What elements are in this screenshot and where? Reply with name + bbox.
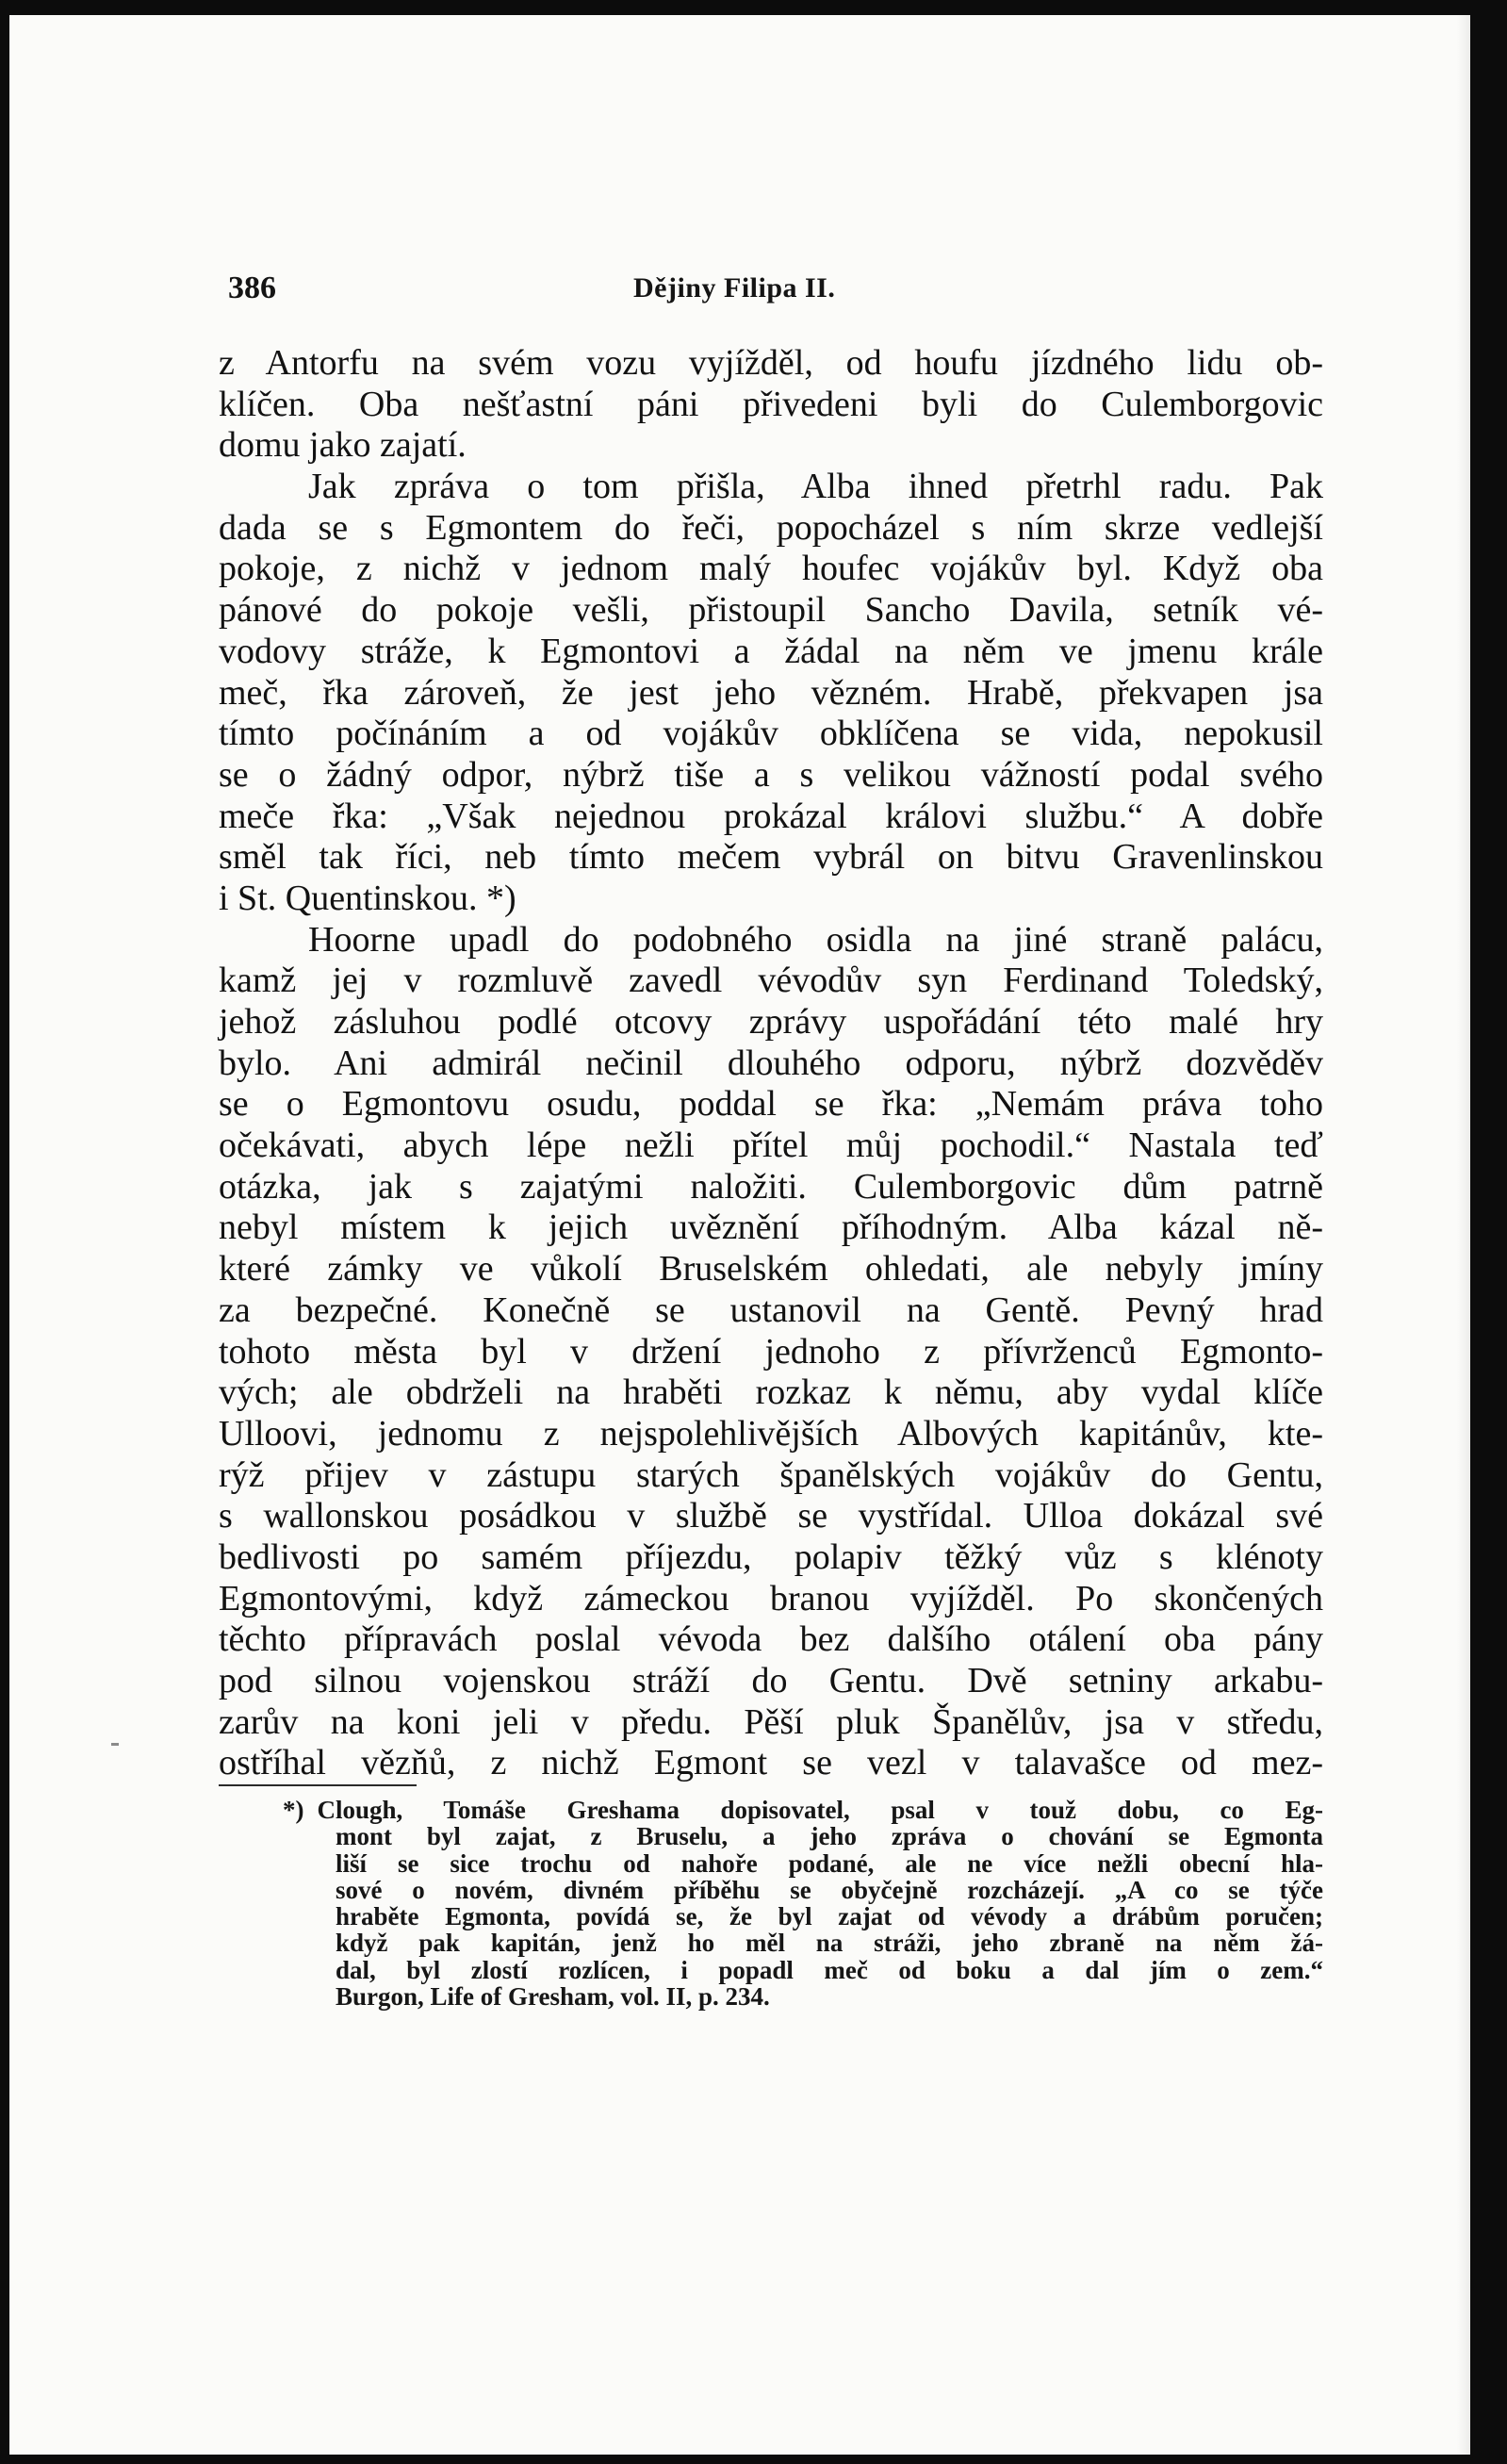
body-text — [219, 343, 1323, 1784]
text-line: meč, řka zároveň, že jest jeho vězném. Hrabě, překvapen jsa — [219, 672, 1323, 713]
footnote-line: liší se sice trochu od nahoře podané, ale ne více nežli obecní hla- — [336, 1848, 1323, 1878]
text-line: Ulloovi, jednomu z nejspolehlivějších Albových kapitánův, kte- — [219, 1413, 1323, 1454]
margin-mark — [111, 1743, 119, 1746]
text-line: dada se s Egmontem do řeči, popocházel s ním skrze vedlejší — [219, 507, 1323, 548]
footnote-line: hraběte Egmonta, povídá se, že byl zajat od vévody a drábům poručen; — [336, 1902, 1323, 1931]
text-line: pokoje, z nichž v jednom malý houfec vojákův byl. Když oba — [219, 549, 1323, 589]
text-line: otázka, jak s zajatými naložiti. Culemborgovic dům patrně — [219, 1166, 1323, 1207]
text-line: zarův na koni jeli v předu. Pěší pluk Španělův, jsa v středu, — [219, 1701, 1323, 1742]
footnote-line-text: Clough, Tomáše Greshama dopisovatel, psal v touž dobu, co Eg- — [317, 1796, 1323, 1824]
text-line: bylo. Ani admirál nečinil dlouhého odporu, nýbrž dozvěděv — [219, 1043, 1323, 1083]
text-line: vých; ale obdrželi na hraběti rozkaz k němu, aby vydal klíče — [219, 1372, 1323, 1413]
text-line: pod silnou vojenskou stráží do Gentu. Dvě setniny arkabu- — [219, 1661, 1323, 1700]
text-line: Jak zpráva o tom přišla, Alba ihned přetrhl radu. Pak — [308, 467, 1323, 507]
page-edge-shadow — [1457, 15, 1470, 2455]
text-line: za bezpečné. Konečně se ustanovil na Gentě. Pevný hrad — [219, 1289, 1323, 1330]
footnote-rule — [219, 1784, 417, 1786]
footnote-line: dal, byl zlostí rozlícen, i popadl meč od boku a dal jím o zem.“ — [336, 1955, 1323, 1984]
footnote-line: sové o novém, divném příběhu se obyčejně rozcházejí. „A co se týče — [336, 1875, 1323, 1904]
text-line: tohoto města byl v držení jednoho z přívrženců Egmonto- — [219, 1331, 1323, 1372]
text-line: Egmontovými, když zámeckou branou vyjížděl. Po skončených — [219, 1578, 1323, 1618]
text-line: směl tak říci, neb tímto mečem vybrál on bitvu Gravenlinskou — [219, 837, 1323, 878]
text-line: vodovy stráže, k Egmontovi a žádal na něm ve jmenu krále — [219, 631, 1323, 671]
text-line: nebyl místem k jejich uvěznění příhodným. Alba kázal ně- — [219, 1207, 1323, 1248]
text-line: z Antorfu na svém vozu vyjížděl, od houfu jízdného lidu ob- — [219, 343, 1323, 383]
text-line: bedlivosti po samém příjezdu, polapiv těžký vůz s klénoty — [219, 1536, 1323, 1577]
text-line: klíčen. Oba nešťastní páni přivedeni byli do Culemborgovic — [219, 384, 1323, 424]
text-line: pánové do pokoje vešli, přistoupil Sancho Davila, setník vé- — [219, 590, 1323, 631]
text-line: i St. Quentinskou. *) — [219, 878, 516, 918]
text-line: ostříhal vězňů, z nichž Egmont se vezl v talavašce od mez- — [219, 1743, 1323, 1783]
text-line: rýž přijev v zástupu starých španělských vojákův do Gentu, — [219, 1454, 1323, 1495]
text-line: Hoorne upadl do podobného osidla na jiné straně palácu, — [308, 919, 1323, 960]
running-title: Dějiny Filipa II. — [633, 272, 836, 304]
footnote — [283, 1797, 1323, 2010]
text-line: domu jako zajatí. — [219, 425, 467, 466]
footnote-marker: *) — [283, 1796, 304, 1824]
text-line: těchto přípravách poslal vévoda bez dalšího otálení oba pány — [219, 1619, 1323, 1660]
text-line: meče řka: „Však nejednou prokázal královi službu.“ A dobře — [219, 796, 1323, 836]
page-header — [219, 271, 1321, 312]
text-line: se o žádný odpor, nýbrž tiše a s velikou vážností podal svého — [219, 754, 1323, 795]
text-line: kamž jej v rozmluvě zavedl vévodův syn Ferdinand Toledský, — [219, 961, 1323, 1001]
footnote-line: když pak kapitán, jenž ho měl na stráži, jeho zbraně na něm žá- — [336, 1929, 1323, 1958]
text-line: očekávati, abych lépe nežli přítel můj pochodil.“ Nastala teď — [219, 1125, 1323, 1166]
text-line: které zámky ve vůkolí Bruselském ohledati, ale nebyly jmíny — [219, 1249, 1323, 1289]
text-line: jehož zásluhou podlé otcovy zprávy uspořádání této malé hry — [219, 1002, 1323, 1042]
text-line: s wallonskou posádkou v službě se vystřídal. Ulloa dokázal své — [219, 1496, 1323, 1536]
footnote-line: Burgon, Life of Gresham, vol. II, p. 234. — [336, 1982, 770, 2012]
footnote-line: mont byl zajat, z Bruselu, a jeho zpráva o chování se Egmonta — [336, 1822, 1323, 1851]
text-line: tímto počínáním a od vojákův obklíčena se vida, nepokusil — [219, 714, 1323, 754]
page-number: 386 — [228, 271, 276, 305]
footnote-line — [283, 1797, 1323, 1823]
text-line: se o Egmontovu osudu, poddal se řka: „Nemám práva toho — [219, 1084, 1323, 1125]
